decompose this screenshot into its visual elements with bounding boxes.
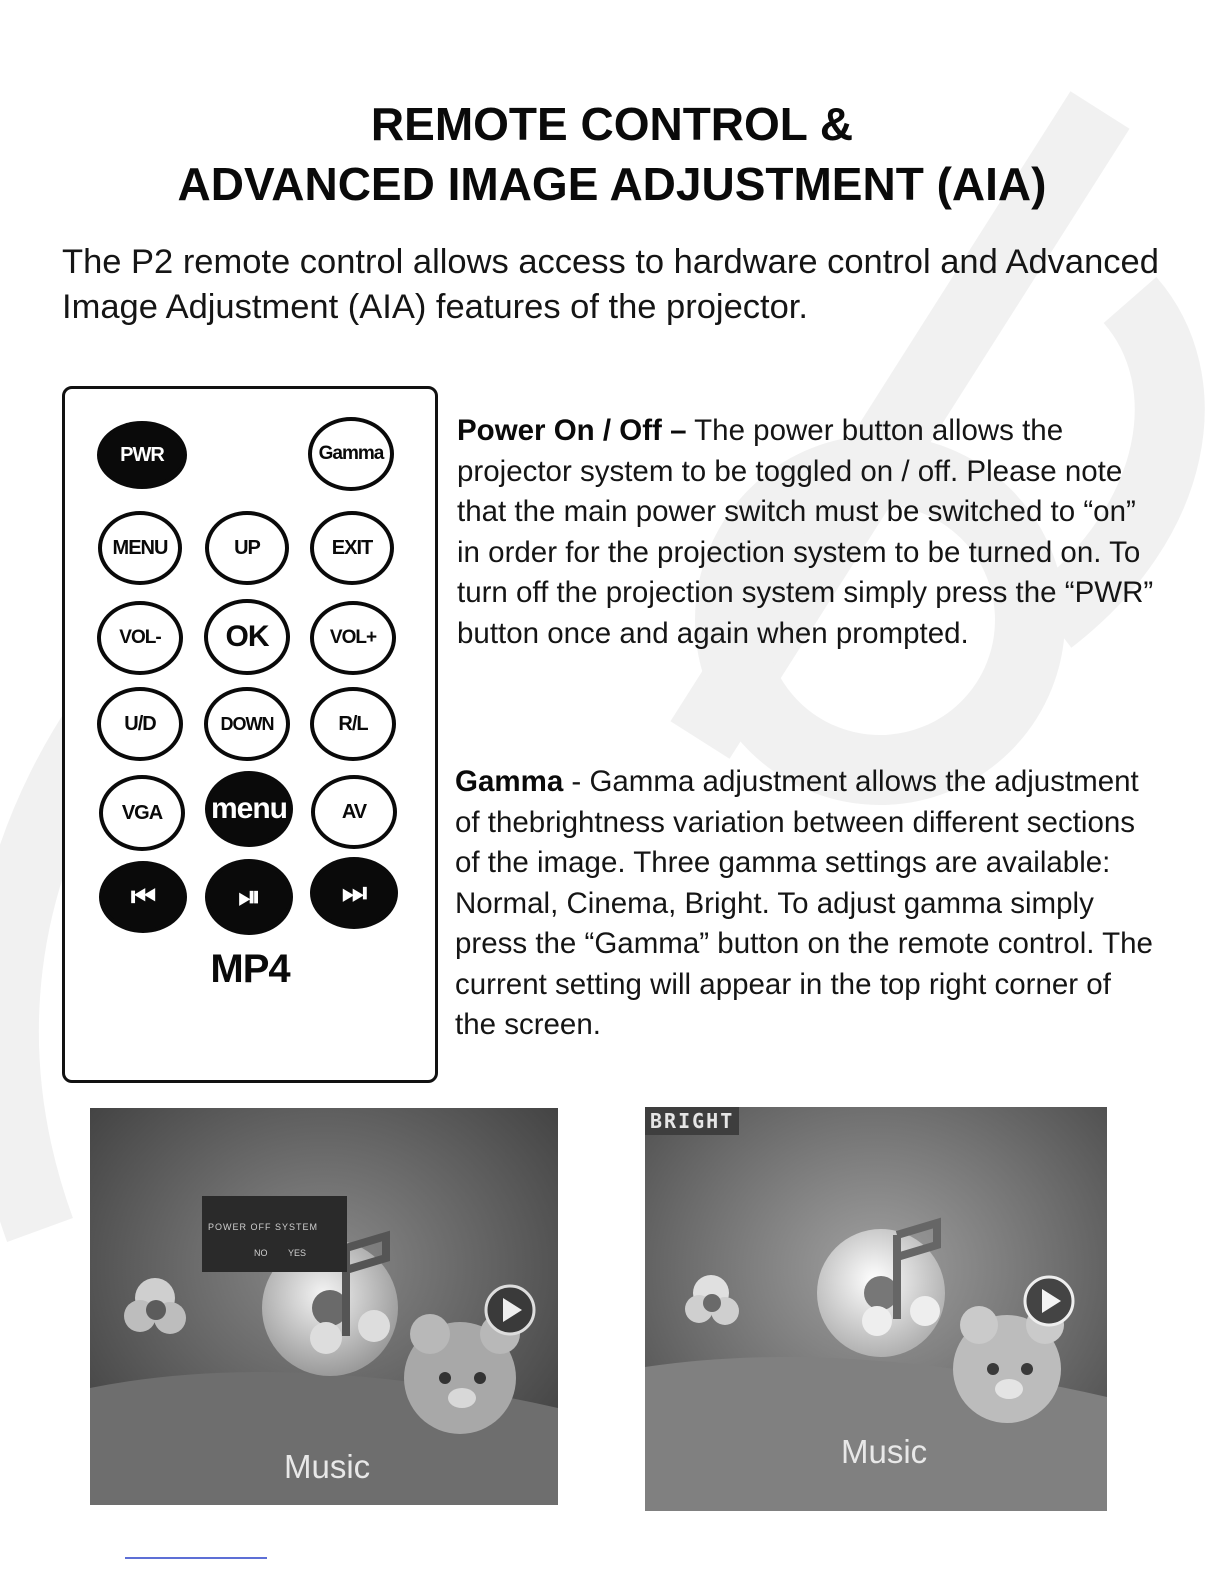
menu-button: MENU: [98, 511, 182, 585]
remote-model-label: MP4: [210, 947, 290, 991]
osd-prompt-text: POWER OFF SYSTEM: [208, 1222, 319, 1232]
screenshot-gamma-bright: [645, 1107, 1107, 1511]
screenshot-power-off-prompt: [90, 1108, 558, 1505]
av-button: AV: [311, 775, 397, 849]
music-label: Music: [284, 1448, 371, 1485]
up-button: UP: [205, 511, 289, 585]
exit-button: EXIT: [310, 511, 394, 585]
prev-track-icon: ⏮: [99, 861, 187, 933]
play-icon: [1025, 1277, 1073, 1325]
play-pause-icon: ⏯: [205, 859, 293, 935]
vol-minus-button: VOL-: [97, 601, 183, 675]
vol-plus-button: VOL+: [310, 601, 396, 675]
pwr-button: PWR: [97, 421, 187, 489]
rl-button: R/L: [310, 687, 396, 761]
remote-control-illustration: [62, 386, 438, 1083]
gamma-button: Gamma: [308, 417, 394, 491]
osd-no-option: NO: [254, 1248, 268, 1258]
gamma-setting-tag: BRIGHT: [645, 1107, 739, 1135]
footer-link-underline: [125, 1557, 267, 1559]
intro-paragraph: The P2 remote control allows access to hardware control and Advanced Image Adjustment (AIA) features of the projector.: [62, 243, 1159, 326]
vga-button: VGA: [99, 775, 185, 851]
page-title: [0, 94, 1224, 214]
ud-button: U/D: [97, 687, 183, 761]
gamma-description: [455, 762, 1155, 1046]
power-heading: Power On / Off –: [457, 414, 687, 447]
music-label: Music: [841, 1433, 928, 1470]
title-line-1: REMOTE CONTROL &: [370, 98, 854, 150]
power-off-dialog: [202, 1196, 347, 1272]
power-description: [457, 411, 1157, 654]
gamma-body: - Gamma adjustment allows the adjustment of thebrightness variation between different sections of the image. Three gamma settings are available: Normal, Cinema, Bright. To adjust gamma simply press the “Gamma” button on the remote control. The current setting will appear in the top right corner of the screen.: [455, 765, 1153, 1041]
play-icon: [486, 1286, 534, 1334]
ok-button: OK: [204, 599, 290, 675]
down-button: DOWN: [204, 687, 290, 761]
osd-yes-option: YES: [288, 1248, 307, 1258]
title-line-2: ADVANCED IMAGE ADJUSTMENT (AIA): [177, 158, 1047, 210]
menu-lower-button: menu: [205, 771, 293, 847]
power-body: The power button allows the projector system to be toggled on / off. Please note that the main power switch must be switched to “on” in order for the projection system to be turned on. To turn off the projection system simply press the “PWR” button once and again when prompted.: [457, 414, 1154, 650]
music-menu-artwork: [90, 1108, 558, 1505]
next-track-icon: ⏭: [310, 857, 398, 929]
gamma-heading: Gamma: [455, 765, 564, 798]
